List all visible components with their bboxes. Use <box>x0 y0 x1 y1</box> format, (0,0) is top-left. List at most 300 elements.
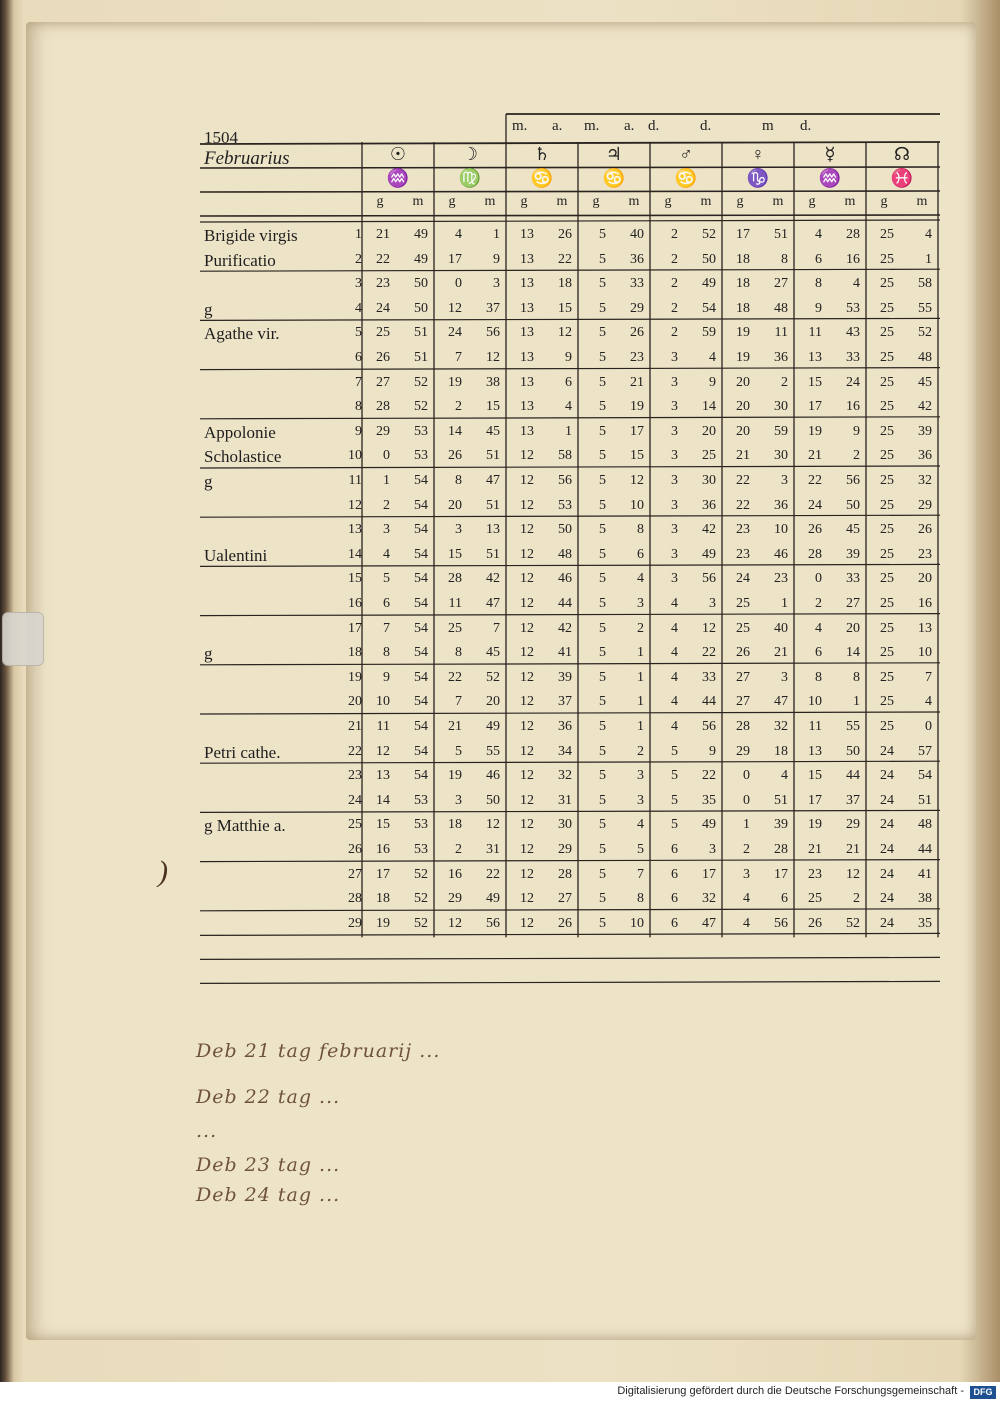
table-cell: 2 <box>383 497 390 513</box>
table-cell: 8 <box>781 251 788 267</box>
table-cell: 12 <box>520 817 534 833</box>
table-cell: 26 <box>808 915 822 931</box>
table-cell: 58 <box>558 448 572 464</box>
table-cell: 57 <box>918 743 932 759</box>
table-cell: 13 <box>520 374 534 390</box>
day-number: 8 <box>355 399 362 415</box>
table-rule <box>200 515 940 517</box>
table-cell: 18 <box>736 251 750 267</box>
table-cell: 56 <box>486 325 500 341</box>
table-cell: 22 <box>448 669 462 685</box>
table-rule <box>200 860 940 862</box>
table-cell: 5 <box>599 915 606 931</box>
table-cell: 34 <box>558 743 572 759</box>
table-rule <box>200 933 940 935</box>
table-cell: 39 <box>774 817 788 833</box>
table-cell: 26 <box>918 522 932 538</box>
day-number: 22 <box>348 743 362 759</box>
table-cell: 25 <box>880 374 894 390</box>
zodiac-sign: ♍ <box>458 168 482 188</box>
table-cell: 52 <box>414 915 428 931</box>
table-cell: 4 <box>671 694 678 710</box>
table-cell: 25 <box>880 571 894 587</box>
table-cell: 5 <box>599 473 606 488</box>
table-cell: 5 <box>599 743 606 759</box>
table-cell: 25 <box>736 596 750 611</box>
table-cell: 25 <box>880 300 894 316</box>
table-cell: 54 <box>414 768 428 784</box>
table-cell: 25 <box>880 522 894 538</box>
table-cell: 2 <box>455 842 462 857</box>
table-cell: 25 <box>880 497 894 513</box>
table-cell: 1 <box>743 817 750 833</box>
planet-symbol: ♀ <box>751 144 765 164</box>
table-cell: 3 <box>671 423 678 439</box>
table-cell: 54 <box>414 694 428 710</box>
table-cell: 29 <box>630 300 644 316</box>
table-cell: 5 <box>599 423 606 439</box>
table-rule <box>200 368 940 370</box>
table-cell: 25 <box>880 423 894 439</box>
table-cell: 5 <box>599 546 606 562</box>
table-rule <box>200 564 940 566</box>
table-cell: 4 <box>637 571 644 587</box>
day-number: 5 <box>355 325 362 341</box>
table-cell: 5 <box>599 300 606 316</box>
table-cell: 19 <box>630 399 644 415</box>
table-cell: 52 <box>486 669 500 685</box>
table-cell: 5 <box>599 522 606 538</box>
table-cell: 3 <box>455 522 462 538</box>
table-cell: 3 <box>709 842 716 857</box>
table-rule <box>200 220 940 222</box>
table-cell: 5 <box>599 276 606 292</box>
table-cell: 12 <box>702 620 716 636</box>
table-cell: 19 <box>808 817 822 833</box>
table-cell: 35 <box>918 915 932 931</box>
table-cell: 5 <box>599 374 606 390</box>
table-cell: 21 <box>736 448 750 464</box>
table-cell: 12 <box>520 546 534 562</box>
table-cell: 28 <box>736 719 750 734</box>
table-cell: 10 <box>918 645 932 661</box>
table-cell: 2 <box>671 325 678 341</box>
table-cell: 25 <box>880 276 894 292</box>
table-cell: 23 <box>808 866 822 882</box>
table-cell: 39 <box>918 423 932 439</box>
table-cell: 29 <box>736 743 750 759</box>
table-cell: 46 <box>486 768 500 784</box>
feast-name: g Matthie a. <box>204 816 286 836</box>
table-cell: 44 <box>558 596 572 611</box>
table-cell: 21 <box>808 448 822 464</box>
table-cell: 52 <box>918 325 932 341</box>
table-cell: 7 <box>455 350 462 365</box>
table-cell: 5 <box>599 866 606 882</box>
table-cell: 24 <box>736 571 750 587</box>
table-cell: 31 <box>558 792 572 808</box>
day-number: 16 <box>348 596 362 611</box>
table-cell: 19 <box>448 374 462 390</box>
table-cell: 24 <box>808 497 822 513</box>
table-cell: 12 <box>520 694 534 710</box>
table-cell: 19 <box>448 768 462 784</box>
table-cell: 45 <box>846 522 860 538</box>
table-cell: 9 <box>709 374 716 390</box>
table-cell: 4 <box>671 620 678 636</box>
table-cell: 51 <box>774 227 788 242</box>
table-cell: 12 <box>520 596 534 611</box>
feast-name: g <box>204 299 213 319</box>
table-cell: 54 <box>414 620 428 636</box>
table-cell: 5 <box>599 891 606 907</box>
table-cell: 55 <box>846 719 860 734</box>
table-cell: 53 <box>414 842 428 857</box>
table-cell: 2 <box>671 276 678 292</box>
table-cell: 4 <box>815 620 822 636</box>
table-cell: 18 <box>448 817 462 833</box>
table-cell: 4 <box>383 546 390 562</box>
feast-name: Purificatio <box>204 250 276 270</box>
table-cell: 11 <box>376 719 390 734</box>
table-cell: 30 <box>774 448 788 464</box>
table-cell: 1 <box>853 694 860 710</box>
table-cell: 15 <box>448 546 462 562</box>
table-cell: 39 <box>558 669 572 685</box>
unit-label: m <box>844 194 856 209</box>
table-cell: 12 <box>520 792 534 808</box>
zodiac-sign: ♒ <box>818 168 842 188</box>
table-cell: 3 <box>781 473 788 488</box>
table-cell: 15 <box>486 399 500 415</box>
table-cell: 24 <box>880 768 894 784</box>
unit-label: g <box>520 194 528 209</box>
planet-symbol: ♃ <box>605 144 623 164</box>
feast-name: Appolonie <box>204 422 276 442</box>
table-cell: 5 <box>599 448 606 464</box>
table-cell: 1 <box>383 473 390 488</box>
table-cell: 17 <box>702 866 716 882</box>
table-cell: 5 <box>599 792 606 808</box>
table-cell: 5 <box>599 842 606 857</box>
table-rule <box>200 614 940 616</box>
table-cell: 23 <box>774 571 788 587</box>
table-rule <box>200 466 940 468</box>
day-number: 28 <box>348 891 362 907</box>
year-label: 1504 <box>204 128 238 147</box>
unit-label: g <box>448 194 456 209</box>
table-cell: 36 <box>702 497 716 513</box>
unit-label: g <box>880 194 888 209</box>
table-cell: 55 <box>486 743 500 759</box>
table-cell: 5 <box>599 399 606 415</box>
table-cell: 22 <box>376 251 390 267</box>
table-cell: 5 <box>599 669 606 685</box>
day-number: 7 <box>355 374 362 390</box>
table-cell: 12 <box>486 817 500 833</box>
table-cell: 51 <box>774 792 788 808</box>
table-cell: 9 <box>383 669 390 685</box>
table-cell: 36 <box>918 448 932 464</box>
table-cell: 4 <box>637 817 644 833</box>
table-cell: 59 <box>702 325 716 341</box>
table-cell: 7 <box>493 620 500 636</box>
table-cell: 22 <box>808 473 822 488</box>
column-top-label: d. <box>700 118 712 134</box>
table-cell: 47 <box>486 596 500 611</box>
table-cell: 18 <box>558 276 572 292</box>
unit-label: m <box>556 194 568 209</box>
table-cell: 20 <box>486 694 500 710</box>
table-cell: 12 <box>520 448 534 464</box>
table-cell: 24 <box>880 817 894 833</box>
table-cell: 16 <box>846 399 860 415</box>
table-cell: 2 <box>815 596 822 611</box>
table-cell: 2 <box>853 891 860 907</box>
handwritten-line: Deb 22 tag ... <box>196 1086 341 1108</box>
column-top-label: a. <box>552 118 563 134</box>
table-cell: 33 <box>630 276 644 292</box>
table-cell: 4 <box>671 596 678 611</box>
table-cell: 12 <box>630 473 644 488</box>
table-cell: 33 <box>846 571 860 587</box>
table-cell: 24 <box>846 374 860 390</box>
table-cell: 11 <box>808 719 822 734</box>
day-number: 21 <box>348 719 362 734</box>
table-cell: 21 <box>448 719 462 734</box>
table-cell: 47 <box>774 694 788 710</box>
table-cell: 25 <box>880 227 894 242</box>
table-cell: 6 <box>671 891 678 907</box>
table-cell: 25 <box>702 448 716 464</box>
table-cell: 6 <box>671 915 678 931</box>
table-cell: 12 <box>558 325 572 341</box>
table-cell: 15 <box>376 817 390 833</box>
table-cell: 0 <box>383 448 390 464</box>
table-cell: 5 <box>599 251 606 267</box>
column-top-label: m. <box>512 118 528 134</box>
table-cell: 21 <box>774 645 788 661</box>
table-cell: 13 <box>918 620 932 636</box>
table-cell: 4 <box>743 891 750 907</box>
table-cell: 27 <box>376 374 390 390</box>
table-cell: 20 <box>736 374 750 390</box>
table-cell: 13 <box>520 350 534 365</box>
table-cell: 12 <box>520 669 534 685</box>
table-cell: 36 <box>558 719 572 734</box>
table-cell: 3 <box>709 596 716 611</box>
table-cell: 9 <box>493 251 500 267</box>
zodiac-sign: ♋ <box>530 168 554 188</box>
table-cell: 27 <box>774 276 788 292</box>
table-cell: 13 <box>520 251 534 267</box>
table-cell: 5 <box>599 694 606 710</box>
table-cell: 54 <box>414 596 428 611</box>
table-cell: 12 <box>520 645 534 661</box>
table-cell: 48 <box>918 350 932 365</box>
table-cell: 8 <box>383 645 390 661</box>
table-cell: 12 <box>448 915 462 931</box>
table-cell: 48 <box>774 300 788 316</box>
table-cell: 3 <box>671 473 678 488</box>
table-cell: 15 <box>808 768 822 784</box>
table-cell: 56 <box>486 915 500 931</box>
table-cell: 25 <box>880 694 894 710</box>
table-cell: 22 <box>486 866 500 882</box>
table-cell: 32 <box>774 719 788 734</box>
table-cell: 42 <box>486 571 500 587</box>
table-cell: 3 <box>637 768 644 784</box>
handwritten-line: Deb 23 tag ... <box>196 1154 341 1176</box>
table-cell: 50 <box>414 276 428 292</box>
table-cell: 54 <box>414 497 428 513</box>
table-cell: 12 <box>520 522 534 538</box>
table-cell: 29 <box>448 891 462 907</box>
table-cell: 3 <box>743 866 750 882</box>
table-cell: 41 <box>918 866 932 882</box>
table-cell: 33 <box>846 350 860 365</box>
unit-label: m <box>628 194 640 209</box>
table-cell: 54 <box>414 546 428 562</box>
table-rule <box>200 981 940 983</box>
table-cell: 11 <box>808 325 822 341</box>
table-cell: 5 <box>637 842 644 857</box>
day-number: 2 <box>355 251 362 267</box>
table-rule <box>200 909 940 911</box>
table-cell: 21 <box>808 842 822 857</box>
table-cell: 22 <box>702 768 716 784</box>
planet-symbol: ☉ <box>389 144 407 164</box>
table-cell: 11 <box>774 325 788 341</box>
table-cell: 2 <box>853 448 860 464</box>
table-cell: 25 <box>880 719 894 734</box>
table-cell: 54 <box>414 645 428 661</box>
day-number: 29 <box>348 915 362 931</box>
table-cell: 8 <box>637 891 644 907</box>
day-number: 23 <box>348 768 362 784</box>
unit-label: g <box>592 194 600 209</box>
table-cell: 29 <box>846 817 860 833</box>
feast-name: Scholastice <box>204 447 282 467</box>
table-cell: 52 <box>414 891 428 907</box>
day-number: 24 <box>348 792 362 808</box>
zodiac-sign: ♑ <box>746 168 770 188</box>
day-number: 25 <box>348 817 362 833</box>
table-cell: 3 <box>671 497 678 513</box>
table-cell: 24 <box>880 792 894 808</box>
table-cell: 19 <box>736 350 750 365</box>
table-cell: 52 <box>846 915 860 931</box>
table-cell: 51 <box>486 448 500 464</box>
table-cell: 24 <box>880 842 894 857</box>
table-cell: 50 <box>486 792 500 808</box>
planet-symbol: ♄ <box>533 144 551 164</box>
table-rule <box>200 761 940 763</box>
day-number: 18 <box>348 645 362 661</box>
table-rule <box>200 269 940 271</box>
table-cell: 10 <box>630 915 644 931</box>
table-cell: 4 <box>815 227 822 242</box>
table-cell: 13 <box>486 522 500 538</box>
table-cell: 3 <box>671 522 678 538</box>
table-cell: 53 <box>846 300 860 316</box>
table-cell: 36 <box>774 350 788 365</box>
table-cell: 24 <box>880 866 894 882</box>
table-cell: 20 <box>736 399 750 415</box>
table-cell: 3 <box>781 669 788 685</box>
handwritten-line: Deb 21 tag februarij ... <box>196 1040 441 1062</box>
table-cell: 27 <box>558 891 572 907</box>
planet-symbol: ☿ <box>824 144 836 164</box>
day-number: 20 <box>348 694 362 710</box>
handwritten-line: Deb 24 tag ... <box>196 1184 341 1206</box>
table-cell: 47 <box>702 915 716 931</box>
unit-label: m <box>916 194 928 209</box>
footer-bar <box>0 1382 1000 1404</box>
table-cell: 25 <box>808 891 822 907</box>
table-cell: 20 <box>448 497 462 513</box>
table-cell: 4 <box>565 399 572 415</box>
table-cell: 5 <box>599 497 606 513</box>
table-cell: 27 <box>736 669 750 685</box>
table-cell: 44 <box>846 768 860 784</box>
unit-label: m <box>772 194 784 209</box>
table-cell: 36 <box>774 497 788 513</box>
table-cell: 54 <box>414 669 428 685</box>
table-cell: 2 <box>455 399 462 415</box>
table-cell: 6 <box>671 842 678 857</box>
month-title: Februarius <box>204 148 290 169</box>
table-cell: 28 <box>774 842 788 857</box>
unit-label: g <box>808 194 816 209</box>
table-cell: 51 <box>414 325 428 341</box>
table-cell: 1 <box>637 719 644 734</box>
margin-mark: ) <box>158 855 168 888</box>
unit-label: g <box>664 194 672 209</box>
table-cell: 49 <box>486 891 500 907</box>
table-cell: 28 <box>448 571 462 587</box>
table-cell: 12 <box>846 866 860 882</box>
unit-label: g <box>376 194 384 209</box>
column-top-label: d. <box>800 118 812 134</box>
table-cell: 0 <box>743 768 750 784</box>
table-cell: 5 <box>671 792 678 808</box>
day-number: 12 <box>348 497 362 513</box>
table-cell: 55 <box>918 300 932 316</box>
table-cell: 49 <box>414 251 428 267</box>
day-number: 10 <box>348 448 362 464</box>
column-top-label: a. <box>624 118 635 134</box>
table-cell: 5 <box>383 571 390 587</box>
unit-label: g <box>736 194 744 209</box>
table-cell: 20 <box>736 423 750 439</box>
zodiac-sign: ♒ <box>386 168 410 188</box>
table-cell: 15 <box>808 374 822 390</box>
table-cell: 6 <box>671 866 678 882</box>
table-cell: 24 <box>880 915 894 931</box>
day-number: 13 <box>348 522 362 538</box>
table-cell: 54 <box>414 719 428 734</box>
table-cell: 51 <box>486 546 500 562</box>
zodiac-sign: ♋ <box>674 168 698 188</box>
zodiac-sign: ♓ <box>890 168 914 188</box>
table-cell: 4 <box>853 276 860 292</box>
table-cell: 8 <box>815 669 822 685</box>
column-top-label: d. <box>648 118 660 134</box>
column-top-label: m. <box>584 118 600 134</box>
table-cell: 5 <box>599 350 606 365</box>
day-number: 3 <box>355 276 362 292</box>
